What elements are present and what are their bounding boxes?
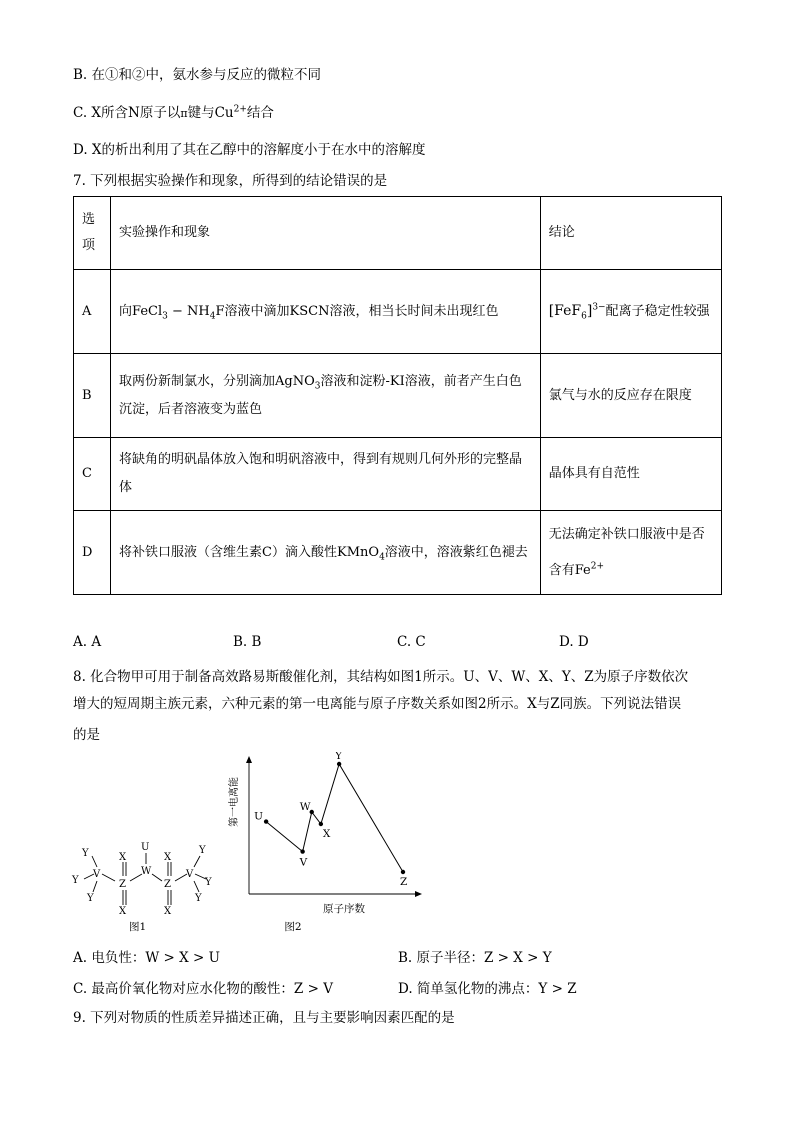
ie-point-label: V xyxy=(299,856,308,869)
q8-option-b: B. 原子半径：Z > X > Y xyxy=(398,950,552,966)
figure2-xlabel: 原子序数 xyxy=(323,903,365,915)
q8-stem-line2: 增大的短周期主族元素，六种元素的第一电离能与原子序数关系如图2所示。X与Z同族。下列说法错误 xyxy=(73,696,682,712)
row-option: D xyxy=(74,511,111,595)
ie-series-points xyxy=(254,752,407,888)
q6-option-b: B. 在①和②中，氨水参与反应的微粒不同 xyxy=(73,67,322,83)
q8-figures xyxy=(66,752,426,932)
ie-series-line xyxy=(266,764,403,872)
row-operation: 将补铁口服液（含维生素C）滴入酸性KMnO$_4$溶液中，溶液紫红色褪去 xyxy=(111,511,541,595)
q7-options xyxy=(73,634,723,654)
row-conclusion: 晶体具有自范性 xyxy=(540,438,721,511)
q6-option-c: C. X所含N原子以π键与$Cu^{2+}$结合 xyxy=(73,104,274,121)
q6-option-d: D. X的析出利用了其在乙醇中的溶解度小于在水中的溶解度 xyxy=(73,142,426,158)
ie-point-label: Z xyxy=(400,876,408,888)
atom-label: Y xyxy=(87,893,94,904)
atom-label: Y xyxy=(205,877,212,888)
q9-stem: 9. 下列对物质的性质差异描述正确，且与主要影响因素匹配的是 xyxy=(73,1010,455,1026)
q8-option-d: D. 简单氢化物的沸点：Y > Z xyxy=(398,981,577,997)
atom-label: V xyxy=(93,869,101,880)
row-conclusion: 氯气与水的反应存在限度 xyxy=(540,354,721,438)
atom-label: X xyxy=(119,906,127,917)
ie-point-X xyxy=(319,822,323,826)
atom-label: U xyxy=(141,842,150,853)
row-operation: 向FeCl$_3$ − $NH_4F$溶液中滴加KSCN溶液，相当长时间未出现红色 xyxy=(111,270,541,354)
y-axis-arrow-icon xyxy=(246,756,252,763)
atom-label: Z xyxy=(164,879,171,890)
atom-label: X xyxy=(164,906,172,917)
ie-point-label: Y xyxy=(335,752,343,762)
q8-stem-line1: 8. 化合物甲可用于制备高效路易斯酸催化剂，其结构如图1所示。U、V、W、X、Y、Z为原子序数依次 xyxy=(73,669,689,685)
header-operation: 实验操作和现象 xyxy=(111,197,541,270)
atom-label: V xyxy=(186,869,194,880)
table-row xyxy=(74,511,722,595)
ie-point-label: W xyxy=(299,801,311,813)
ie-point-label: X xyxy=(322,828,331,840)
atom-label: Z xyxy=(119,879,126,890)
atom-label: Y xyxy=(72,875,79,886)
table-row xyxy=(74,354,722,438)
ie-point-Y xyxy=(337,762,341,766)
q7-option-c: C. C xyxy=(397,634,426,650)
ie-point-label: U xyxy=(254,810,263,823)
header-option: 选项 xyxy=(74,197,111,270)
atom-label: X xyxy=(119,852,127,863)
atom-label: Y xyxy=(195,893,202,904)
ie-point-V xyxy=(300,849,304,853)
table-header-row xyxy=(74,197,722,270)
x-axis-arrow-icon xyxy=(415,891,422,897)
atom-label: W xyxy=(141,866,152,877)
pi-symbol: π xyxy=(180,107,188,120)
row-operation: 将缺角的明矾晶体放入饱和明矾溶液中，得到有规则几何外形的完整晶体 xyxy=(111,438,541,511)
q7-option-b: B. B xyxy=(233,634,262,650)
figure2-caption: 图2 xyxy=(284,921,302,932)
table-row xyxy=(74,270,722,354)
row-option: B xyxy=(74,354,111,438)
row-conclusion: $[FeF_6]^{3-}$配离子稳定性较强 xyxy=(540,270,721,354)
q7-table xyxy=(73,196,722,595)
row-operation: 取两份新制氯水，分别滴加AgNO$_3$溶液和淀粉-KI溶液，前者产生白色沉淀，后者溶液变为蓝色 xyxy=(111,354,541,438)
row-option: A xyxy=(74,270,111,354)
figure1-atoms xyxy=(71,842,212,932)
q8-option-a: A. 电负性：W > X > U xyxy=(73,950,220,966)
header-conclusion: 结论 xyxy=(540,197,721,270)
row-conclusion: 无法确定补铁口服液中是否含有$Fe^{2+}$ xyxy=(540,511,721,595)
atom-label: Y xyxy=(82,848,89,859)
q7-stem: 7. 下列根据实验操作和现象，所得到的结论错误的是 xyxy=(73,173,388,189)
ie-point-Z xyxy=(401,870,405,874)
figure1-caption: 图1 xyxy=(129,921,147,932)
ie-point-U xyxy=(264,819,268,823)
q8-option-c: C. 最高价氧化物对应水化物的酸性：Z > V xyxy=(73,981,333,997)
figure2-ylabel: 第一电离能 xyxy=(229,777,240,827)
q7-option-a: A. A xyxy=(73,634,102,650)
row-option: C xyxy=(74,438,111,511)
q7-option-d: D. D xyxy=(559,634,589,650)
table-row xyxy=(74,438,722,511)
atom-label: Y xyxy=(199,845,206,856)
figure2-chart xyxy=(227,752,422,932)
q8-stem-line3: 的是 xyxy=(73,727,100,743)
atom-label: X xyxy=(164,852,172,863)
